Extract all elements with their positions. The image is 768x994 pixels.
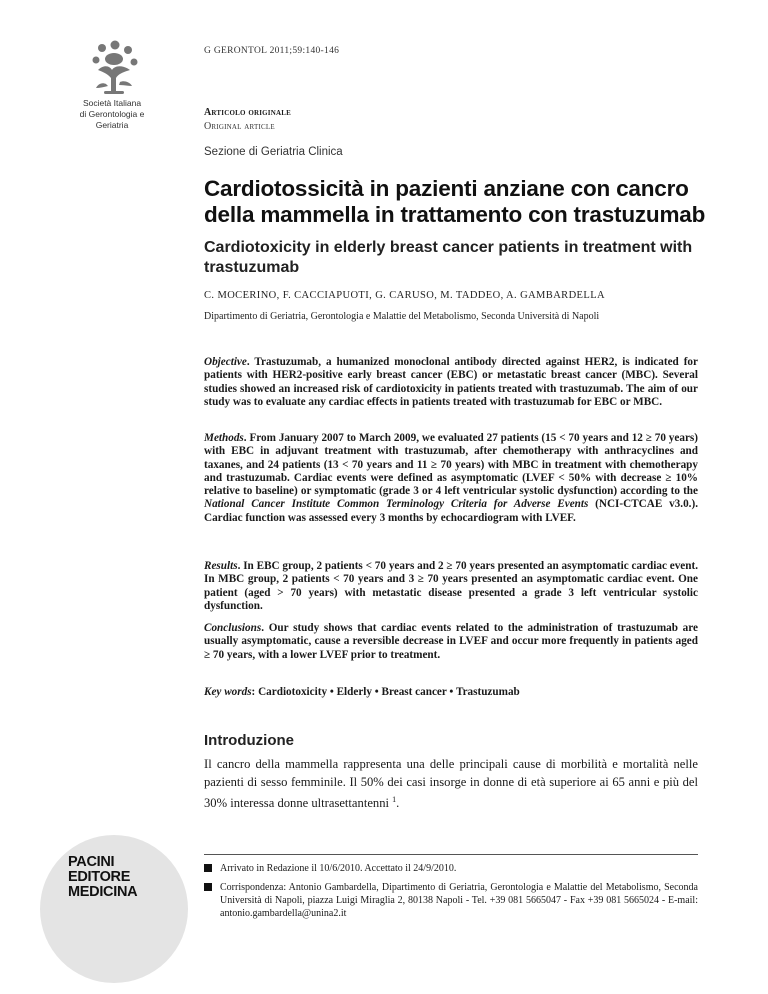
- abstract-conclusions-label: Conclusions: [204, 622, 262, 634]
- abstract-methods-text-end: (NCI-CTCAE v3.0.). Cardiac function was assessed every 3 months by echocardiogram with LVEF.: [204, 498, 698, 524]
- section-label: Sezione di Geriatria Clinica: [204, 146, 343, 158]
- society-name-line: di Gerontologia e: [79, 109, 145, 119]
- publisher-line: MEDICINA: [68, 884, 138, 900]
- society-name-line: Società Italiana: [82, 98, 142, 108]
- abstract-objective-text: Trastuzumab, a humanized monoclonal antibody directed against HER2, is indicated for patients with HER2-positive early breast cancer (EBC) or metastatic breast cancer (MBC). Several studies showed an increased risk of cardiotoxicity in patients treated with trastuzumab. The aim of our study was to evaluate any cardiac effects in patients treated with trastuzumab for EBC or MBC.: [204, 356, 698, 408]
- keywords-label: Key words: [204, 686, 252, 698]
- footnote-correspondence-text: Corrispondenza: Antonio Gambardella, Dipartimento di Geriatria, Gerontologia e Malattie del Metabolismo, Seconda Università di Napoli, piazza Luigi Miraglia 2, 80138 Napoli - Tel. +39 081 5665047 - Fax +39 081 5665024 - E-mail: antonio.gambardella@unina2.it: [220, 882, 698, 919]
- abstract-conclusions: Conclusions. Our study shows that cardiac events related to the administration of trastuzumab are usually asymptomatic, cause a reversible decrease in LVEF and occur more frequently in patients aged ≥ 70 years, with a lower LVEF prior to treatment.: [204, 622, 698, 661]
- square-bullet-icon: [204, 883, 212, 891]
- affiliation: Dipartimento di Geriatria, Gerontologia e Malattie del Metabolismo, Seconda Università di Napoli: [204, 311, 600, 322]
- reference-marker: 1: [392, 795, 397, 804]
- abstract-results-label: Results: [204, 560, 238, 572]
- intro-text-end: .: [396, 796, 400, 811]
- authors: C. MOCERINO, F. CACCIAPUOTI, G. CARUSO, M. TADDEO, A. GAMBARDELLA: [204, 290, 605, 301]
- square-bullet-icon: [204, 864, 212, 872]
- footnote-divider: [204, 854, 698, 855]
- society-name-line: Geriatria: [95, 120, 129, 130]
- publisher-badge: [40, 835, 188, 983]
- abstract-objective-label: Objective: [204, 356, 247, 368]
- abstract-results-text: In EBC group, 2 patients < 70 years and 2 ≥ 70 years presented an asymptomatic cardiac event. In MBC group, 2 patients < 70 years and 3 ≥ 70 years presented an asymptomatic cardiac event. One patient (aged > 70 years) with metastatic disease presented a grade 3 left ventricular systolic dysfunction.: [204, 560, 699, 612]
- abstract-methods-criteria: National Cancer Institute Common Terminology Criteria for Adverse Events: [204, 498, 589, 511]
- footnote-received: [204, 862, 698, 875]
- abstract-methods-text: From January 2007 to March 2009, we evaluated 27 patients (15 < 70 years and 12 ≥ 70 years) with EBC in adjuvant treatment with trastuzumab, after chemotherapy with anthracyclines and taxanes, and 24 patients (13 < 70 years and 11 ≥ 70 years) with MBC in treatment with chemotherapy and trastuzumab. Cardiac events were defined as asymptomatic (LVEF < 50% with decrease ≥ 10% relative to baseline) or symptomatic (grade 3 or 4 left ventricular systolic dysfunction) according to the: [204, 432, 698, 498]
- abstract-methods: Methods. From January 2007 to March 2009, we evaluated 27 patients (15 < 70 years and 12 ≥ 70 years) with EBC in adjuvant treatment with trastuzumab, after chemotherapy with anthracyclines and taxanes, and 24 patients (13 < 70 years and 11 ≥ 70 years) with MBC in treatment with chemotherapy and trastuzumab. Cardiac events were defined as asymptomatic (LVEF < 50% with decrease ≥ 10% relative to baseline) or symptomatic (grade 3 or 4 left ventricular systolic dysfunction) according to the National Cancer Institute Common Terminology Criteria for Adverse Events (NCI-CTCAE v3.0.). Cardiac function was assessed every 3 months by echocardiogram with LVEF.: [204, 432, 698, 524]
- title-italian: Cardiotossicità in pazienti anziane con cancro della mammella in trattamento con trastuzumab: [204, 176, 706, 227]
- article-type-en: Original article: [204, 121, 275, 132]
- abstract-results: Results. In EBC group, 2 patients < 70 years and 2 ≥ 70 years presented an asymptomatic cardiac event. In MBC group, 2 patients < 70 years and 3 ≥ 70 years presented an asymptomatic cardiac event. One patient (aged > 70 years) with metastatic disease presented a grade 3 left ventricular systolic dysfunction.: [204, 560, 699, 612]
- publisher-line: EDITORE: [68, 869, 131, 885]
- journal-citation: G GERONTOL 2011;59:140-146: [204, 46, 340, 56]
- society-name: [60, 98, 164, 131]
- abstract-methods-label: Methods: [204, 432, 244, 444]
- intro-heading: Introduzione: [204, 732, 294, 749]
- keywords: Key words: Cardiotoxicity • Elderly • Breast cancer • Trastuzumab: [204, 686, 520, 698]
- society-tree-logo-icon: [84, 40, 144, 96]
- publisher-line: PACINI: [68, 854, 115, 870]
- intro-text: Il cancro della mammella rappresenta una delle principali cause di morbilità e mortalità nelle pazienti di sesso femminile. Il 50% dei casi insorge in donne di età superiore ai 65 anni e più del 30% interessa donne ultrasettantenni: [204, 757, 698, 811]
- footnote-correspondence: [204, 881, 698, 920]
- publisher-logo: [68, 855, 137, 900]
- intro-paragraph: [204, 756, 698, 813]
- keywords-text: Cardiotoxicity • Elderly • Breast cancer • Trastuzumab: [258, 686, 520, 698]
- article-type-it: Articolo originale: [204, 107, 291, 118]
- abstract-objective: Objective. Trastuzumab, a humanized monoclonal antibody directed against HER2, is indicated for patients with HER2-positive early breast cancer (EBC) or metastatic breast cancer (MBC). Several studies showed an increased risk of cardiotoxicity in patients treated with trastuzumab. The aim of our study was to evaluate any cardiac effects in patients treated with trastuzumab for EBC or MBC.: [204, 356, 698, 408]
- title-english: Cardiotoxicity in elderly breast cancer patients in treatment with trastuzumab: [204, 239, 693, 276]
- footnote-received-text: Arrivato in Redazione il 10/6/2010. Accettato il 24/9/2010.: [220, 863, 457, 874]
- abstract-conclusions-text: Our study shows that cardiac events related to the administration of trastuzumab are usually asymptomatic, cause a reversible decrease in LVEF and occur more frequently in patients aged ≥ 70 years, with a lower LVEF prior to treatment.: [204, 622, 698, 661]
